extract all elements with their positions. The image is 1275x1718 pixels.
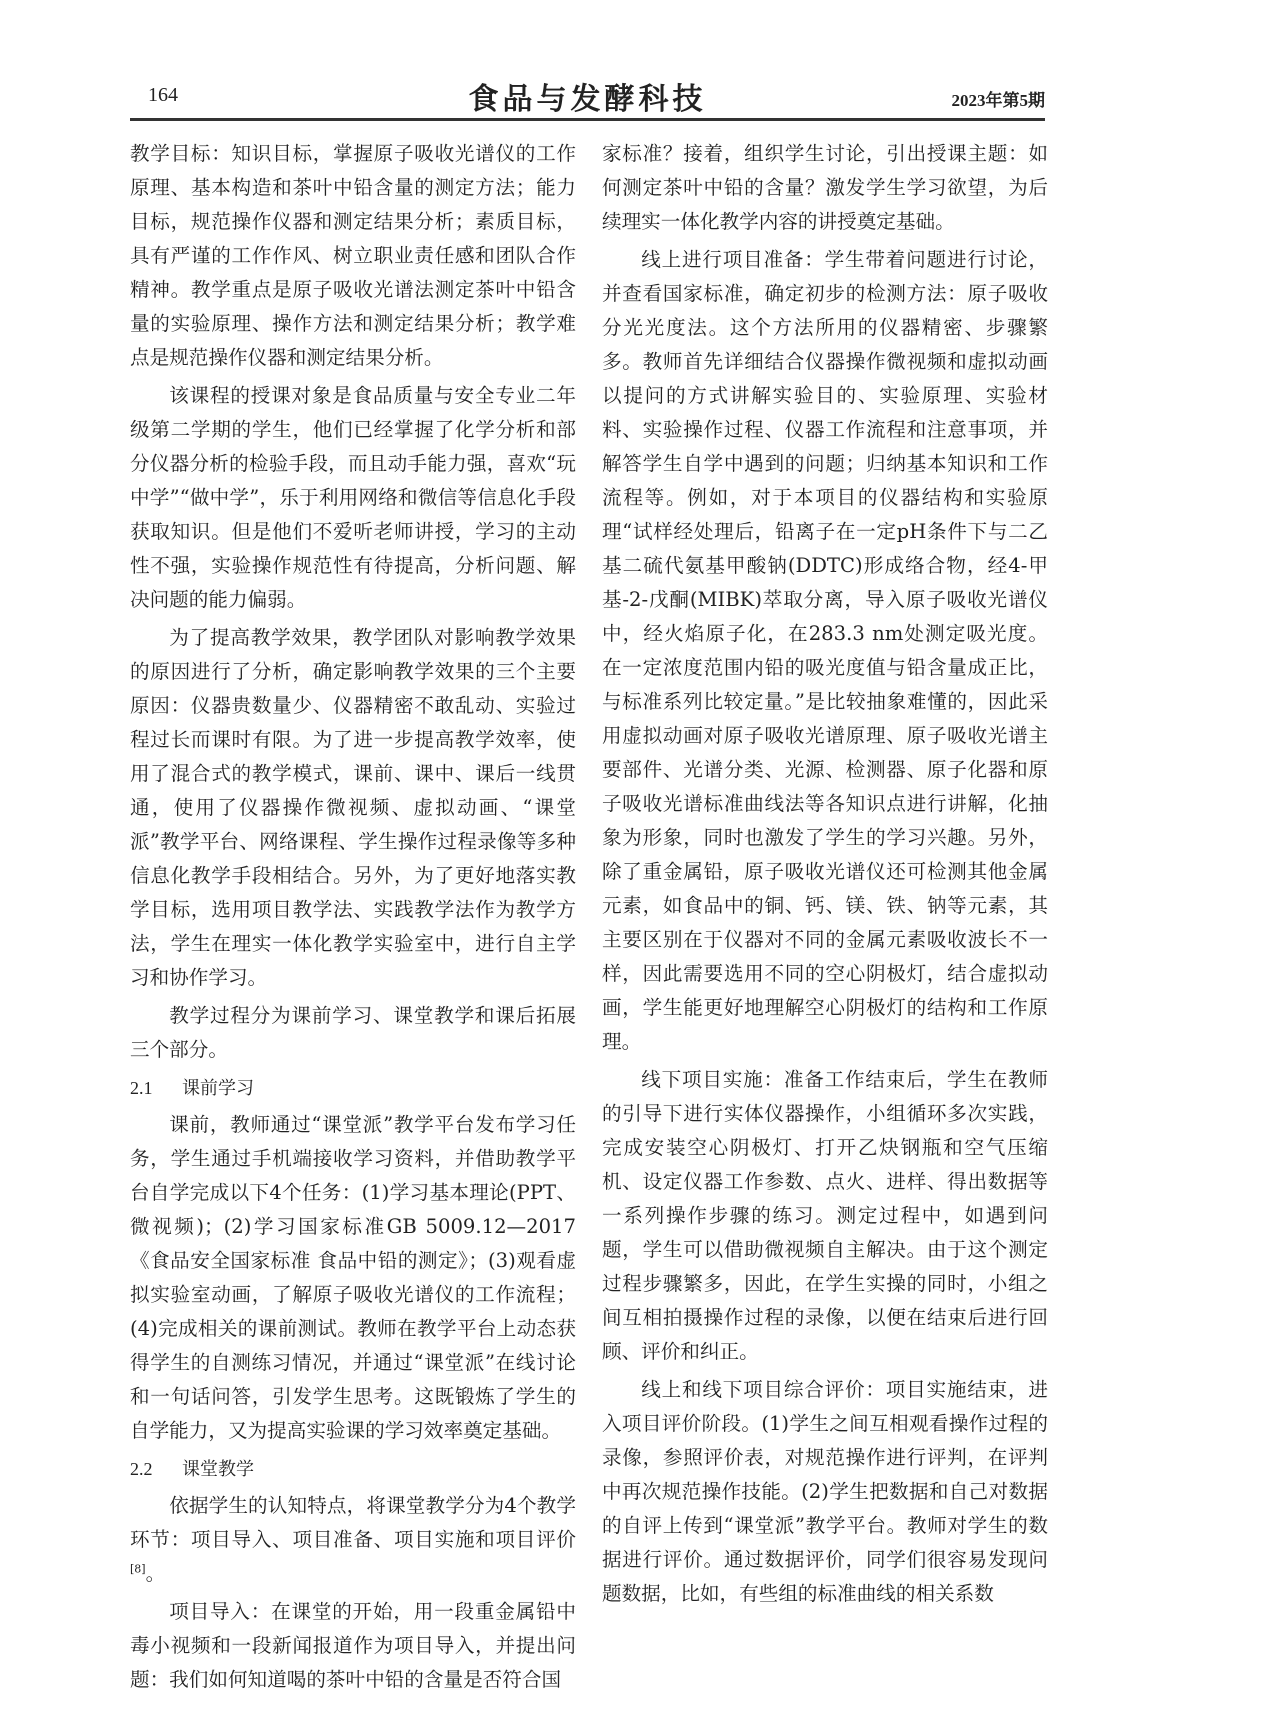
paragraph: 线上进行项目准备：学生带着问题进行讨论，并查看国家标准，确定初步的检测方法：原子吸收分光光度法。这个方法所用的仪器精密、步骤繁多。教师首先详细结合仪器操作微视频和虚拟动画以提问的方式讲解实验目的、实验原理、实验材料、实验操作过程、仪器工作流程和注意事项，并解答学生自学中遇到的问题；归纳基本知识和工作流程等。例如，对于本项目的仪器结构和实验原理“试样经处理后，铅离子在一定pH条件下与二乙基二硫代氨基甲酸钠(DDTC)形成络合物，经4-甲基-2-戊酮(MIBK)萃取分离，导入原子吸收光谱仪中，经火焰原子化，在283.3 nm处测定吸光度。在一定浓度范围内铅的吸光度值与铅含量成正比，与标准系列比较定量。”是比较抽象难懂的，因此采用虚拟动画对原子吸收光谱原理、原子吸收光谱主要部件、光谱分类、光源、检测器、原子化器和原子吸收光谱标准曲线法等各知识点进行讲解，化抽象为形象，同时也激发了学生的学习兴趣。另外，除了重金属铅，原子吸收光谱仪还可检测其他金属元素，如食品中的铜、钙、镁、铁、钠等元素，其主要区别在于仪器对不同的金属元素吸收波长不一样，因此需要选用不同的空心阴极灯，结合虚拟动画，学生能更好地理解空心阴极灯的结构和工作原理。 — [602, 248, 1048, 1053]
right-column — [602, 137, 1048, 1615]
section-title: 课堂教学 — [182, 1459, 254, 1480]
paragraph: 线上和线下项目综合评价：项目实施结束，进入项目评价阶段。(1)学生之间互相观看操作过程的录像，参照评价表，对规范操作进行评判，在评判中再次规范操作技能。(2)学生把数据和自己对数据的自评上传到“课堂派”教学平台。教师对学生的数据进行评价。通过数据评价，同学们很容易发现问题数据，比如，有些组的标准曲线的相关系数 — [602, 1378, 1048, 1605]
paragraph — [130, 1489, 576, 1591]
section-title: 课前学习 — [182, 1078, 254, 1099]
paragraph: 为了提高教学效果，教学团队对影响教学效果的原因进行了分析，确定影响教学效果的三个主要原因：仪器贵数量少、仪器精密不敢乱动、实验过程过长而课时有限。为了进一步提高教学效率，使用了混合式的教学模式，课前、课中、课后一线贯通，使用了仪器操作微视频、虚拟动画、“课堂派”教学平台、网络课程、学生操作过程录像等多种信息化教学手段相结合。另外，为了更好地落实教学目标，选用项目教学法、实践教学法作为教学方法，学生在理实一体化教学实验室中，进行自主学习和协作学习。 — [130, 626, 576, 989]
left-column — [130, 137, 576, 1701]
section-heading-2-2 — [130, 1452, 576, 1487]
paragraph: 教学过程分为课前学习、课堂教学和课后拓展三个部分。 — [130, 1004, 576, 1061]
paragraph: 课前，教师通过“课堂派”教学平台发布学习任务，学生通过手机端接收学习资料，并借助教学平台自学完成以下4个任务：(1)学习基本理论(PPT、微视频)；(2)学习国家标准GB 5009.12—2017《食品安全国家标准 食品中铅的测定》；(3)观看虚拟实验室动画，了解原子吸收光谱仪的工作流程；(4)完成相关的课前测试。教师在教学平台上动态获得学生的自测练习情况，并通过“课堂派”在线讨论和一句话问答，引发学生思考。这既锻炼了学生的自学能力，又为提高实验课的学习效率奠定基础。 — [130, 1113, 576, 1442]
section-number: 2.2 — [130, 1459, 153, 1479]
paragraph: 家标准？接着，组织学生讨论，引出授课主题：如何测定茶叶中铅的含量？激发学生学习欲望，为后续理实一体化教学内容的讲授奠定基础。 — [602, 142, 1048, 233]
paragraph: 项目导入：在课堂的开始，用一段重金属铅中毒小视频和一段新闻报道作为项目导入，并提出问题：我们如何知道喝的茶叶中铅的含量是否符合国 — [130, 1600, 576, 1691]
paragraph-text: 依据学生的认知特点，将课堂教学分为4个教学环节：项目导入、项目准备、项目实施和项目评价 — [130, 1494, 576, 1551]
paragraph-text-end: 。 — [145, 1562, 166, 1585]
section-number: 2.1 — [130, 1078, 153, 1098]
section-heading-2-1 — [130, 1071, 576, 1106]
paragraph: 该课程的授课对象是食品质量与安全专业二年级第二学期的学生，他们已经掌握了化学分析和部分仪器分析的检验手段，而且动手能力强，喜欢“玩中学”“做中学”，乐于利用网络和微信等信息化手段获取知识。但是他们不爱听老师讲授，学习的主动性不强，实验操作规范性有待提高，分析问题、解决问题的能力偏弱。 — [130, 384, 576, 611]
page-number: 164 — [148, 84, 178, 106]
issue-label: 2023年第5期 — [951, 91, 1045, 110]
paragraph: 教学目标：知识目标，掌握原子吸收光谱仪的工作原理、基本构造和茶叶中铅含量的测定方法；能力目标，规范操作仪器和测定结果分析；素质目标，具有严谨的工作作风、树立职业责任感和团队合作精神。教学重点是原子吸收光谱法测定茶叶中铅含量的实验原理、操作方法和测定结果分析；教学难点是规范操作仪器和测定结果分析。 — [130, 142, 576, 369]
citation-ref: [8] — [130, 1562, 146, 1576]
paragraph: 线下项目实施：准备工作结束后，学生在教师的引导下进行实体仪器操作，小组循环多次实践，完成安装空心阴极灯、打开乙炔钢瓶和空气压缩机、设定仪器工作参数、点火、进样、得出数据等一系列操作步骤的练习。测定过程中，如遇到问题，学生可以借助微视频自主解决。由于这个测定过程步骤繁多，因此，在学生实操的同时，小组之间互相拍摄操作过程的录像，以便在结束后进行回顾、评价和纠正。 — [602, 1068, 1048, 1363]
page-header — [130, 72, 1045, 121]
journal-title: 食品与发酵科技 — [468, 82, 707, 117]
